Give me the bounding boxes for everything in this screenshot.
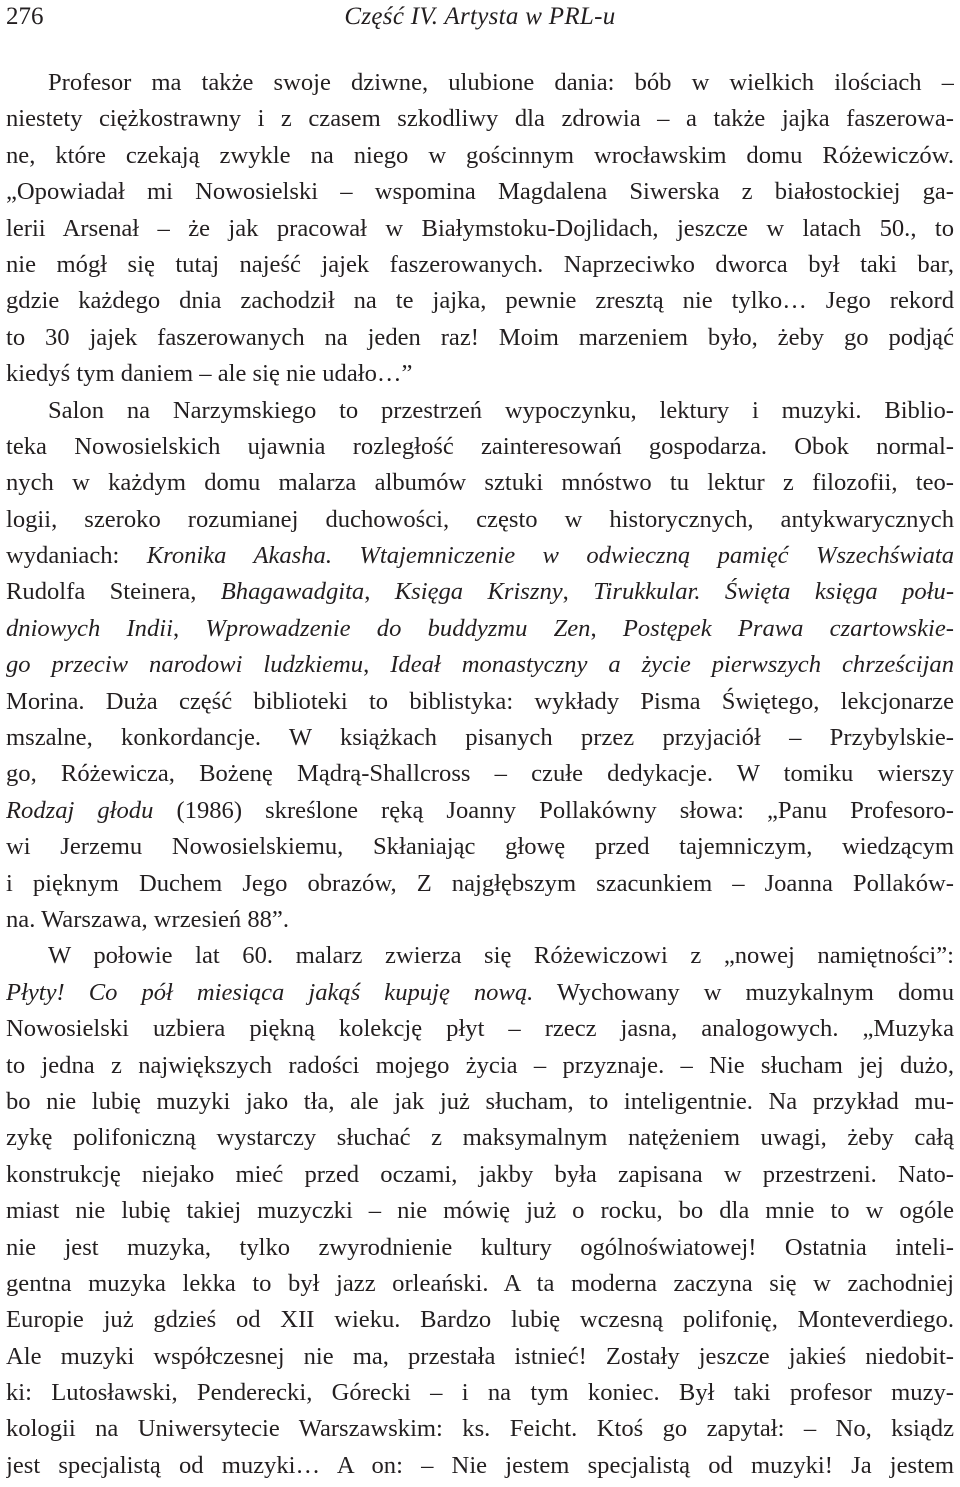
- text-line: [6, 866, 954, 902]
- italic-text-segment: Kronika Akasha. Wtajemniczenie w odwieczną pamięć Wszechświata: [146, 542, 954, 570]
- text-line: [6, 574, 954, 610]
- text-line: [6, 684, 954, 720]
- text-segment: Europie już gdzieś od XII wieku. Bardzo lubię wczesną polifonię, Monteverdiego.: [6, 1306, 954, 1334]
- text-line: [6, 1157, 954, 1193]
- text-segment: „Opowiadał mi Nowosielski – wspomina Magdalena Siwerska z białostockiej ga-: [6, 178, 954, 206]
- italic-text-segment: dniowych Indii: [6, 614, 173, 642]
- text-segment: kiedyś tym daniem – ale się nie udało…”: [6, 360, 413, 388]
- text-segment: wydaniach:: [6, 542, 147, 570]
- text-segment: to jedna z największych radości mojego życia – przyznaje. – Nie słucham jej dużo,: [6, 1051, 954, 1079]
- text-segment: bo nie lubię muzyki jako tła, ale jak już słucham, to inteligentnie. Na przykład mu-: [6, 1087, 954, 1115]
- text-line: [6, 283, 954, 319]
- text-segment: ne, które czekają zwykle na niego w gościnnym wrocławskim domu Różewiczów.: [6, 141, 954, 169]
- page-header: [6, 2, 954, 32]
- text-line: [6, 1411, 954, 1447]
- text-line: [6, 1120, 954, 1156]
- text-segment: ,: [172, 614, 206, 642]
- text-line: [6, 320, 954, 356]
- text-line: [6, 1011, 954, 1047]
- text-line: [6, 793, 954, 829]
- text-line: [6, 1375, 954, 1411]
- text-segment: Profesor ma także swoje dziwne, ulubione dania: bób w wielkich ilościach –: [48, 69, 954, 96]
- text-segment: Salon na Narzymskiego to przestrzeń wypoczynku, lektury i muzyki. Biblio-: [48, 396, 954, 424]
- text-line: [6, 902, 954, 938]
- italic-text-segment: Postępek Prawa czartowskie-: [622, 614, 954, 642]
- text-segment: go, Różewicza, Bożenę Mądrą-Shallcross – czułe dedykacje. W tomiku wierszy: [6, 760, 954, 788]
- text-segment: i pięknym Duchem Jego obrazów, Z najgłębszym szacunkiem – Joanna Pollaków-: [6, 869, 954, 897]
- text-line: [6, 756, 954, 792]
- text-line: [6, 502, 954, 538]
- text-line: [6, 65, 954, 101]
- text-segment: nie jest muzyka, tylko zwyrodnienie kultury ogólnoświatowej! Ostatnia inteli-: [6, 1233, 954, 1261]
- text-segment: na. Warszawa, wrzesień 88”.: [6, 905, 289, 933]
- text-line: [6, 393, 954, 429]
- text-segment: ,: [562, 578, 594, 606]
- text-segment: nie mógł się tutaj najeść jajek faszerowanych. Naprzeciwko dworca był taki bar,: [6, 250, 954, 278]
- text-segment: konstrukcję niejako mieć przed oczami, jakby była zapisana w przestrzeni. Nato-: [6, 1160, 954, 1188]
- text-segment: to 30 jajek faszerowanych na jeden raz! Moim marzeniem było, żeby go podjąć: [6, 323, 954, 351]
- text-line: [6, 647, 954, 683]
- body-text: [6, 65, 954, 1484]
- text-segment: logii, szeroko rozumianej duchowości, często w historycznych, antykwarycznych: [6, 505, 954, 533]
- italic-text-segment: Ideał monastyczny a życie pierwszych chrześcijan: [390, 651, 954, 679]
- text-line: [6, 1266, 954, 1302]
- text-segment: teka Nowosielskich ujawnia rozległość zainteresowań gospodarza. Obok normal-: [6, 432, 954, 460]
- italic-text-segment: Rodzaj głodu: [6, 796, 154, 824]
- text-line: [6, 465, 954, 501]
- text-segment: jest specjalistą od muzyki… A on: – Nie jestem specjalistą od muzyki! Ja jestem: [6, 1451, 954, 1479]
- text-line: [6, 938, 954, 974]
- text-segment: nych w każdym domu malarza albumów sztuki mnóstwo tu lektur z filozofii, teo-: [6, 469, 954, 497]
- text-segment: ,: [364, 578, 395, 606]
- text-segment: Rudolfa Steinera,: [6, 578, 221, 606]
- italic-text-segment: Tirukkular. Święta księga połu-: [593, 578, 954, 606]
- text-line: [6, 1230, 954, 1266]
- text-line: [6, 1084, 954, 1120]
- text-line: [6, 720, 954, 756]
- text-line: [6, 975, 954, 1011]
- text-line: [6, 1302, 954, 1338]
- text-line: [6, 1448, 954, 1484]
- text-line: [6, 356, 954, 392]
- running-head: Część IV. Artysta w PRL-u: [344, 3, 616, 30]
- text-segment: gentna muzyka lekka to był jazz orleański. A ta moderna zaczyna się w zachodniej: [6, 1269, 954, 1297]
- text-segment: Morina. Duża część biblioteki to biblistyka: wykłady Pisma Świętego, lekcjonarze: [6, 687, 954, 715]
- text-segment: miast nie lubię takiej muzyczki – nie mówię już o rocku, bo dla mnie to w ogóle: [6, 1197, 954, 1225]
- text-segment: wi Jerzemu Nowosielskiemu, Skłaniając głowę przed tajemniczym, wiedzącym: [6, 833, 954, 861]
- text-line: [6, 1193, 954, 1229]
- italic-text-segment: go przeciw narodowi ludzkiemu: [6, 651, 364, 679]
- page-number: 276: [6, 3, 44, 30]
- text-line: [6, 429, 954, 465]
- text-line: [6, 174, 954, 210]
- text-segment: (1986) skreślone ręką Joanny Pollakówny słowa: „Panu Profesoro-: [153, 796, 954, 824]
- text-segment: Ale muzyki współczesnej nie ma, przestała istnieć! Zostały jeszcze jakieś niedobit-: [6, 1342, 954, 1370]
- text-segment: W połowie lat 60. malarz zwierza się Różewiczowi z „nowej namiętności”:: [48, 942, 954, 970]
- text-line: [6, 1048, 954, 1084]
- text-line: [6, 538, 954, 574]
- text-segment: Nowosielski uzbiera piękną kolekcję płyt – rzecz jasna, analogowych. „Muzyka: [6, 1015, 954, 1043]
- text-line: [6, 138, 954, 174]
- text-line: [6, 247, 954, 283]
- text-line: [6, 1339, 954, 1375]
- italic-text-segment: Księga Kriszny: [394, 578, 563, 606]
- text-segment: ,: [363, 651, 391, 679]
- text-segment: zykę polifoniczną wystarczy słuchać z maksymalnym natężeniem uwagi, żeby całą: [6, 1124, 954, 1152]
- text-line: [6, 101, 954, 137]
- italic-text-segment: Wprowadzenie do buddyzmu Zen: [205, 614, 591, 642]
- italic-text-segment: Bhagawadgita: [220, 578, 365, 606]
- italic-text-segment: Płyty! Co pół miesiąca jakąś kupuję nową.: [6, 978, 534, 1006]
- text-segment: gdzie każdego dnia zachodził na te jajka, pewnie zresztą nie tylko… Jego rekord: [6, 287, 954, 315]
- text-segment: niestety ciężkostrawny i z czasem szkodliwy dla zdrowia – a także jajka faszerowa-: [6, 105, 954, 133]
- text-segment: lerii Arsenał – że jak pracował w Białymstoku-Dojlidach, jeszcze w latach 50., to: [6, 214, 954, 242]
- text-segment: kologii na Uniwersytecie Warszawskim: ks. Feicht. Ktoś go zapytał: – No, ksiądz: [6, 1415, 954, 1443]
- text-segment: mszalne, konkordancje. W książkach pisanych przez przyjaciół – Przybylskie-: [6, 724, 954, 752]
- text-segment: ki: Lutosławski, Penderecki, Górecki – i na tym koniec. Był taki profesor muzy-: [6, 1379, 954, 1407]
- text-segment: ,: [590, 614, 623, 642]
- text-segment: Wychowany w muzykalnym domu: [533, 978, 954, 1006]
- text-line: [6, 211, 954, 247]
- text-line: [6, 611, 954, 647]
- text-line: [6, 829, 954, 865]
